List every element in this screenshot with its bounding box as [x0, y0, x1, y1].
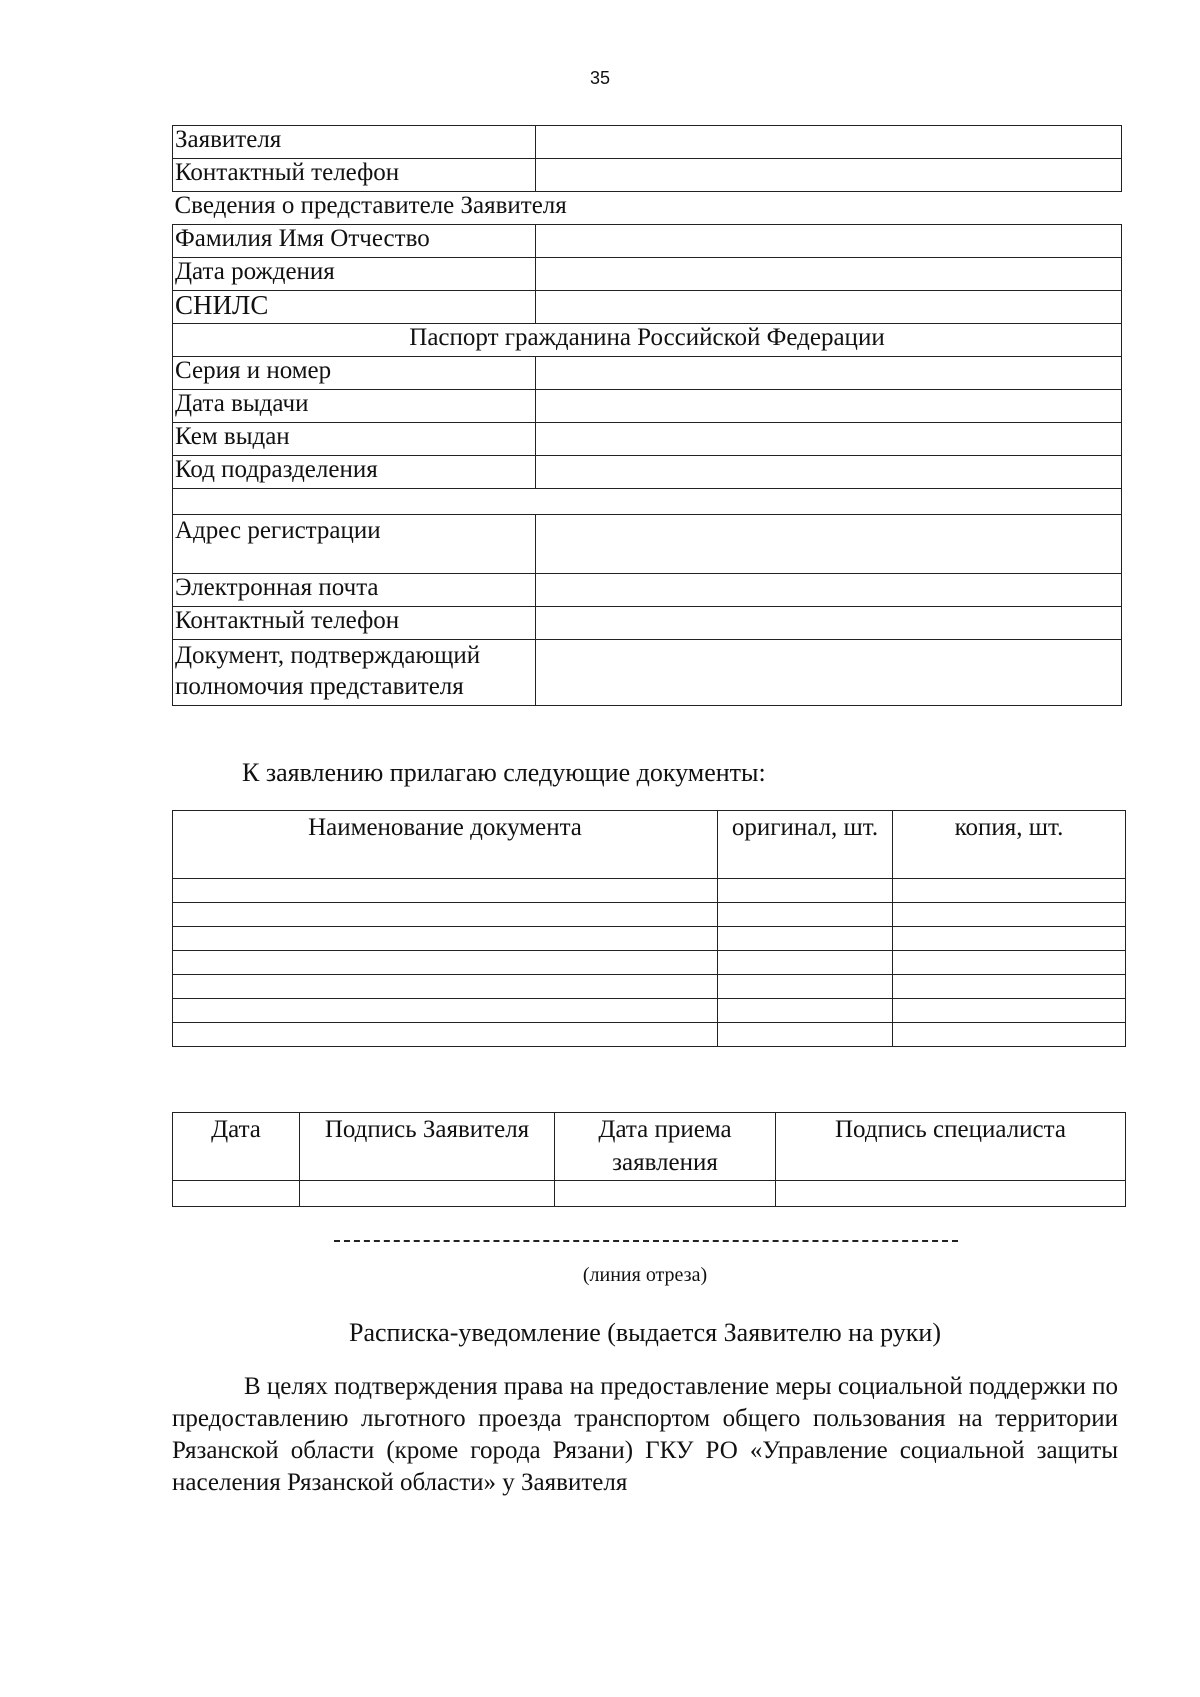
column-header: Дата приема заявления [555, 1113, 776, 1181]
table-cell[interactable] [718, 1023, 893, 1047]
row-label: Дата выдачи [173, 390, 536, 423]
row-value-field[interactable] [536, 159, 1122, 192]
table-cell[interactable] [173, 1023, 718, 1047]
row-label: Контактный телефон [173, 159, 536, 192]
table-cell[interactable] [893, 927, 1126, 951]
table-cell[interactable] [893, 975, 1126, 999]
table-row [173, 456, 1122, 489]
table-cell[interactable] [718, 927, 893, 951]
table-row [173, 291, 1122, 324]
table-row [173, 515, 1122, 574]
receipt-text: В целях подтверждения права на предоставление меры социальной поддержки по предоставлению льготного проезда транспортом общего пользования на территории Рязанской области (кроме города Рязани) ГКУ РО «Управление социальной защиты населения Рязанской области» у Заявителя [172, 1373, 1118, 1496]
receipt-title: Расписка-уведомление (выдается Заявителю на руки) [349, 1318, 941, 1347]
table-cell[interactable] [173, 999, 718, 1023]
row-label: Серия и номер [173, 357, 536, 390]
table-row [173, 423, 1122, 456]
table-row [173, 357, 1122, 390]
address-value-field[interactable] [536, 515, 1122, 574]
row-value-field[interactable] [536, 456, 1122, 489]
table-row [173, 607, 1122, 640]
row-value-field[interactable] [536, 291, 1122, 324]
table-row [173, 879, 1126, 903]
table-row [173, 390, 1122, 423]
representative-section-title: Сведения о представителе Заявителя [173, 192, 1122, 225]
row-value-field[interactable] [536, 357, 1122, 390]
passport-header: Паспорт гражданина Российской Федерации [173, 324, 1122, 357]
column-header: Дата [173, 1113, 300, 1181]
table-row [173, 225, 1122, 258]
column-header: копия, шт. [893, 811, 1126, 879]
table-row [173, 951, 1126, 975]
table-cell[interactable] [173, 879, 718, 903]
table-row [173, 903, 1126, 927]
documents-table [172, 810, 1126, 1047]
table-header-row [173, 811, 1126, 879]
row-label: Контактный телефон [173, 607, 536, 640]
row-value-field[interactable] [536, 423, 1122, 456]
table-cell[interactable] [718, 999, 893, 1023]
table-cell[interactable] [173, 903, 718, 927]
table-row [173, 999, 1126, 1023]
row-label: Код подразделения [173, 456, 536, 489]
column-header: Наименование документа [173, 811, 718, 879]
table-cell[interactable] [718, 951, 893, 975]
page-number: 35 [589, 68, 611, 88]
row-value-field[interactable] [536, 574, 1122, 607]
row-label: Документ, подтверждающий полномочия представителя [173, 640, 536, 706]
table-row [173, 126, 1122, 159]
row-value-field[interactable] [536, 225, 1122, 258]
column-header: оригинал, шт. [718, 811, 893, 879]
row-label: Фамилия Имя Отчество [173, 225, 536, 258]
table-cell[interactable] [173, 951, 718, 975]
table-cell[interactable] [555, 1181, 776, 1207]
table-cell[interactable] [718, 975, 893, 999]
table-row [173, 640, 1122, 706]
column-header: Подпись Заявителя [300, 1113, 555, 1181]
table-row [173, 975, 1126, 999]
row-value-field[interactable] [536, 258, 1122, 291]
table-cell[interactable] [893, 903, 1126, 927]
row-label: СНИЛС [173, 291, 536, 324]
table-cell[interactable] [718, 903, 893, 927]
table-row [173, 574, 1122, 607]
table-cell[interactable] [300, 1181, 555, 1207]
applicant-info-table [172, 125, 1122, 706]
table-cell[interactable] [173, 975, 718, 999]
table-cell[interactable] [776, 1181, 1126, 1207]
row-value-field[interactable] [536, 607, 1122, 640]
column-header: Подпись специалиста [776, 1113, 1126, 1181]
table-row [173, 927, 1126, 951]
passport-header-row [173, 324, 1122, 357]
table-row [173, 1023, 1126, 1047]
row-value-field[interactable] [536, 126, 1122, 159]
spacer-row [173, 489, 1122, 515]
table-cell[interactable] [173, 927, 718, 951]
authority-value-field[interactable] [536, 640, 1122, 706]
row-label: Адрес регистрации [173, 515, 536, 574]
section-title-row [173, 192, 1122, 225]
attachments-heading: К заявлению прилагаю следующие документы: [242, 758, 766, 787]
table-cell[interactable] [893, 879, 1126, 903]
row-value-field[interactable] [536, 390, 1122, 423]
table-cell[interactable] [893, 999, 1126, 1023]
signature-table [172, 1112, 1126, 1207]
table-row [173, 1181, 1126, 1207]
table-row [173, 159, 1122, 192]
table-cell[interactable] [173, 1181, 300, 1207]
cut-line [334, 1240, 958, 1242]
row-label: Заявителя [173, 126, 536, 159]
table-cell[interactable] [893, 1023, 1126, 1047]
row-label: Электронная почта [173, 574, 536, 607]
row-label: Дата рождения [173, 258, 536, 291]
table-cell[interactable] [893, 951, 1126, 975]
table-header-row [173, 1113, 1126, 1181]
spacer-cell [173, 489, 1122, 515]
table-row [173, 258, 1122, 291]
row-label: Кем выдан [173, 423, 536, 456]
cut-line-caption: (линия отреза) [582, 1264, 708, 1286]
table-cell[interactable] [718, 879, 893, 903]
